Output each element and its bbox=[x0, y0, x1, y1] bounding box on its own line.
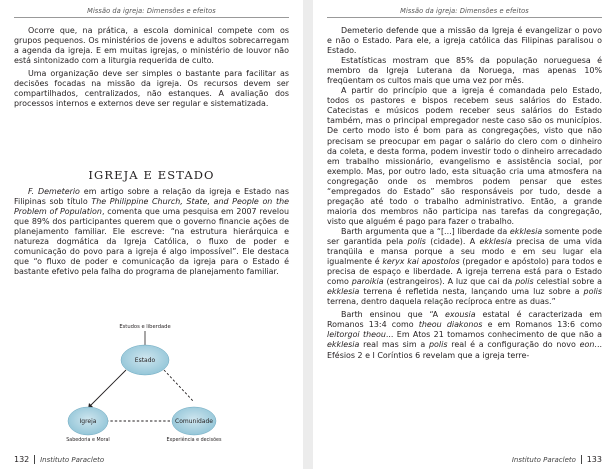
paragraph: Estatísticas mostram que 85% da população norueguesa é membro da Igreja Luterana da Noruega, mas apenas 10% freqüentam os cultos mais que uma vez por mês. bbox=[327, 56, 602, 86]
diagram-top-label: Estudos e liberdade bbox=[119, 324, 171, 330]
publisher-name: Instituto Paracleto bbox=[40, 455, 105, 464]
link-estado-comunidade bbox=[164, 370, 194, 402]
igreja-label: Igreja bbox=[79, 418, 97, 425]
header-rule-left bbox=[14, 17, 289, 18]
estado-label: Estado bbox=[134, 357, 156, 364]
author-name: F. Demeterio bbox=[28, 187, 80, 196]
page-number: 132 bbox=[14, 454, 30, 464]
paragraph: Barth argumenta que a “[...] liberdade da ekklesia somente pode ser garantida pela polis (cidade). A ekklesia precisa de uma vida tranqüila e mansa porque a seu modo e em seu lugar ela igualmente é keryx kai apostolos (pregador e apóstolo) para todos e precisa de espaço e liberdade. A igreja terrena está para o Estado como paroikia (estrangeiros). A luz que cai da polis celestial sobre a ekklesia terrena é refletida nesta, lançando uma luz sobre a polis terrena, dentro daquela relação recíproca entre as duas.” bbox=[327, 226, 602, 307]
right-body bbox=[327, 26, 602, 361]
running-head-left: Missão da igreja: Dimensões e efeitos bbox=[87, 7, 216, 15]
right-page bbox=[313, 0, 616, 469]
left-page bbox=[0, 0, 303, 469]
igreja-caption: Sabedoria e Moral bbox=[66, 438, 110, 443]
left-body-top bbox=[14, 26, 289, 109]
footer-divider bbox=[34, 455, 35, 464]
church-state-diagram bbox=[60, 318, 230, 446]
paragraph: F. Demeterio em artigo sobre a relação da igreja e Estado nas Filipinas sob título The Philippine Church, State, and People on the Problem of Population, comenta que uma pesquisa em 2007 revelou que 89% dos participantes querem que o governo financie ações de planejamento familiar. Ele escreve: “na estrutura hierárquica e natureza dogmática da Igreja Católica, o fluxo de poder e comunicação do povo para a igreja é algo impossível”. Ele destaca que “o fluxo de poder e comunicação da igreja para o Estado é bastante efetivo pela falha do programa de planejamento familiar. bbox=[14, 187, 290, 277]
publisher-name: Instituto Paracleto bbox=[511, 455, 576, 464]
article-title: The Philippine Church, State, and People on the Problem of Population bbox=[14, 197, 290, 217]
header-rule-right bbox=[327, 17, 602, 18]
comunidade-caption: Experiência e decisões bbox=[166, 438, 222, 443]
left-body-section bbox=[14, 187, 289, 277]
paragraph: Barth ensinou que “A exousia estatal é caracterizada em Romanos 13:4 como theou diakonos e em Romanos 13:6 como leitorgoi theou... Em Atos 21 tomamos conhecimento de que não a ekklesia real mas sim a polis real é a configuração do novo eon... Efésios 2 e I Coríntios 6 revelam que a igreja terre- bbox=[327, 310, 602, 360]
book-gutter bbox=[303, 0, 313, 469]
comunidade-label: Comunidade bbox=[175, 418, 213, 425]
section-heading: IGREJA E ESTADO bbox=[88, 168, 215, 182]
paragraph: Uma organização deve ser simples o bastante para facilitar as decisões focadas na missão da igreja. Os recursos devem ser compartilhados, centralizados, não estanques. A avaliação dos processos internos e externos deve ser regular e sistematizada. bbox=[14, 69, 289, 109]
running-head-right: Missão da igreja: Dimensões e efeitos bbox=[400, 7, 529, 15]
paragraph: A partir do princípio que a igreja é comandada pelo Estado, todos os pastores e bispos recebem seus salários do Estado. Catecistas e músicos podem receber seus salários do Estado também, mas o principal empregador neste caso são os municípios. De certo modo isto é bom para as congregações, visto que não precisam se preocupar em pagar o salário do clero com o dinheiro da coleta, e desta forma, podem investir todo o dinheiro arrecadado em trabalho missionário, evangelismo e assistência social, por exemplo. Mas, por outro lado, esta situação cria uma atmosfera na congregação onde os membros podem pensar que estes “empregados do Estado” são responsáveis por tudo, desde a pregação até todo o trabalho administrativo. Então, a grande maioria dos membros não participa nas tarefas da congregação, visto que alguém é pago para fazer o trabalho. bbox=[327, 86, 602, 226]
footer-left bbox=[14, 455, 104, 465]
footer-right bbox=[512, 455, 602, 465]
page-number: 133 bbox=[586, 454, 602, 464]
arrow-estado-igreja bbox=[90, 370, 126, 406]
paragraph: Demeterio defende que a missão da Igreja é evangelizar o povo e não o Estado. Para ele, a igreja católica das Filipinas paralisou o Estado. bbox=[327, 26, 602, 56]
paragraph: Ocorre que, na prática, a escola dominical compete com os grupos pequenos. Os ministérios de jovens e adultos sobrecarregam a agenda da igreja. E em muitas igrejas, o ministério de louvor não está sintonizado com a liturgia requerida de culto. bbox=[14, 26, 289, 66]
footer-divider bbox=[581, 455, 582, 464]
